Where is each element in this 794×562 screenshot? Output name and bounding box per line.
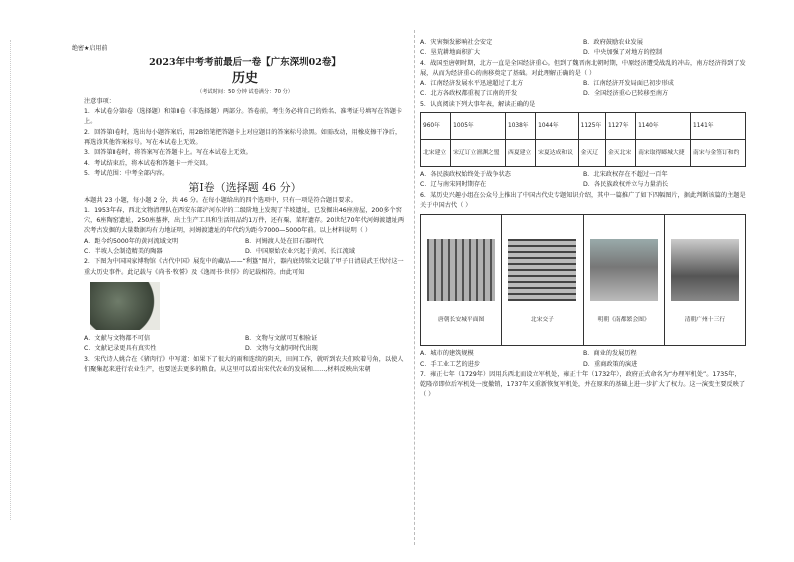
picture-cell [584, 215, 665, 345]
question-2-stem: 2．下图为中国国家博物馆《古代中国》展览中的藏品——“利簋”图片，器内底铸铭文记载了甲子日清晨武王伐纣这一重大历史事件。此记载与《尚书·牧誓》及《逸周书·世俘》的记载相符。由此可知 [84, 258, 404, 276]
option[interactable]: A．距今约5000年的黄河流域文明 [84, 237, 179, 245]
exam-title: 2023年中考考前最后一卷【广东深圳02卷】 [149, 57, 341, 68]
option[interactable]: D．重商政策的演进 [583, 360, 638, 368]
question-5-stem: 5．认真阅读下列大事年表，解读正确的是 [420, 100, 536, 108]
binding-margin [10, 40, 25, 520]
timeline-table [420, 112, 746, 167]
picture-caption: 唐朝长安城平面图 [437, 317, 485, 324]
option[interactable]: B．政府鼓励农业发展 [583, 39, 643, 46]
option[interactable]: C．文献记录更具有真实性 [84, 345, 157, 353]
option[interactable]: D．全国经济重心已转移至南方 [583, 90, 669, 98]
option[interactable]: A．城市的建筑规模 [420, 350, 474, 358]
option[interactable]: D．中央加强了对地方的控制 [583, 49, 663, 57]
picture-cell [421, 215, 502, 345]
timeline-event: 宋辽订立澶渊之盟 [451, 140, 506, 167]
timeline-year: 1140年 [636, 113, 691, 140]
question-3-options [420, 38, 746, 59]
note-item: 4．考试结束后，将本试卷和答题卡一并交回。 [84, 159, 212, 167]
picture-caption: 北宋交子 [530, 317, 554, 324]
li-gui-bronze-image [90, 282, 160, 330]
timeline-event: 南宋取得郾城大捷 [636, 140, 691, 167]
option[interactable]: D．中国原始农业兴起于黄河、长江流域 [245, 248, 355, 256]
option[interactable]: B．河姆渡人处在旧石器时代 [245, 237, 324, 245]
question-7-stem: 7．雍正七年（1729年）因用兵西北而设立军机处，雍正十年（1732年），政府正式命名为“办理军机处”。1735年，乾隆帝即位后军机处一度撤销，1737年又重新恢复军机处，并在原来的基础上进一步扩大了权力。这一演变主要反映了（ ） [420, 370, 746, 399]
option[interactable]: A．江南经济发展水平迅速超过了北方 [420, 80, 524, 88]
timeline-event: 金灭北宋 [605, 140, 635, 167]
right-column [420, 38, 746, 401]
question-1-options [84, 237, 406, 258]
confidential-label: 绝密★启用前 [72, 45, 108, 52]
timeline-year: 1141年 [691, 113, 746, 140]
option[interactable]: D．各民族政权并立与力量消长 [583, 181, 669, 189]
jiaozi-banknote-image [508, 239, 576, 301]
note-item: 3．回答第Ⅱ卷时，将答案写在答题卡上。写在本试卷上无效。 [84, 149, 252, 157]
picture-cell [502, 215, 583, 345]
option[interactable]: B．北宋政权存在不超过一百年 [583, 171, 668, 179]
question-6-pictures [420, 214, 746, 346]
question-4-options [420, 79, 746, 100]
timeline-year: 1005年 [451, 113, 506, 140]
timeline-years-row [421, 113, 746, 140]
question-3-stem: 3．宋代诗人姚合在《猪肉行》中写道：如果下了很大的雨和连续的阴天，田间工作，就听到农夫们吹着号角，以使人们聚集起来进行农业生产，也要送去更多的粮食。从这里可以看出宋代农业的发展和……,材料反映出宋朝 [84, 355, 404, 373]
option[interactable]: C．手工业工艺的进步 [420, 360, 481, 368]
question-1-stem: 1．1953年春，西北文物清理队在西安东部浐河东岸的二级阶地上发现了半坡遗址，已发掘出46座房屋，200多个窖穴，6座陶窑遗址，250座墓葬，出土生产工具和生活用品约1万件，还有粟、菜籽遗存。20世纪70年代河姆渡遗址两次考古发掘的大量数据均有力地证明，河姆渡遗址的年代约为距今7000—5000年前。以上材料说明（ ） [84, 206, 405, 235]
timeline-event: 南宋与金签订和约 [691, 140, 746, 167]
question-6-options [420, 349, 746, 370]
column-divider [414, 30, 415, 545]
timeline-event: 北宋建立 [421, 140, 451, 167]
notes-title: 注意事项： [84, 97, 115, 105]
section-intro: 本题共 23 小题，每小题 2 分，共 46 分。在每小题给出的四个选项中，只有一项是符合题目要求。 [84, 196, 357, 204]
subject-title: 历史 [231, 71, 258, 87]
picture-caption: 明朝《南都繁会图》 [597, 317, 650, 324]
exam-meta: （考试时间：50 分钟 试卷满分：70 分） [197, 88, 293, 95]
timeline-year: 1125年 [578, 113, 605, 140]
timeline-event: 宋夏达成和议 [536, 140, 579, 167]
option[interactable]: C．北方各政权都重视了江南的开发 [420, 90, 518, 98]
option[interactable]: B．商业的发展历程 [583, 350, 637, 358]
option[interactable]: B．文物与文献可互相验证 [245, 334, 318, 342]
note-item: 5．考试范围：中考全部内容。 [84, 169, 169, 177]
question-2-options [84, 334, 406, 355]
timeline-year: 1044年 [536, 113, 579, 140]
option[interactable]: D．文物与文献同时代出现 [245, 345, 318, 353]
option[interactable]: C．辽与南宋同时期存在 [420, 181, 487, 189]
option[interactable]: C．垦荒耕地面积扩大 [420, 49, 481, 57]
option[interactable]: C．半坡人会制造精美的陶器 [84, 248, 163, 256]
option[interactable]: A．文献与文物都不可信 [84, 334, 151, 342]
picture-cell [665, 215, 745, 345]
option[interactable]: A．灾害频发影响社会安定 [420, 39, 493, 46]
option[interactable]: A．各民族政权始终处于战争状态 [420, 171, 511, 179]
thirteen-hongs-image [671, 239, 739, 301]
note-item: 2．回答第Ⅰ卷时，选出每小题答案后，用2B铅笔把答题卡上对应题目的答案标号涂黑。如需改动，用橡皮擦干净后，再选涂其他答案标号。写在本试卷上无效。 [84, 128, 402, 147]
picture-caption: 清朝广州十三行 [684, 317, 726, 324]
timeline-event: 金灭辽 [578, 140, 605, 167]
question-4-stem: 4．战国至唐朝时期，北方一直是全国经济重心。但到了魏晋南北朝时期，中原经济遭受战乱的冲击，南方经济得到了发展，从而为经济重心的南移奠定了基础。对此理解正确的是（ ） [420, 59, 746, 77]
timeline-year: 1038年 [506, 113, 536, 140]
nandu-painting-image [590, 239, 658, 301]
question-6-stem: 6．某历史兴趣小组在公众号上推出了中国古代史专题知识介绍，其中一篇推广了如下四幅图片，据此判断该篇的主题是关于中国古代（ ） [420, 191, 746, 209]
timeline-year: 960年 [421, 113, 451, 140]
timeline-event: 西夏建立 [506, 140, 536, 167]
option[interactable]: B．江南经济开发局面已初步形成 [583, 80, 674, 88]
question-5-options [420, 170, 746, 191]
left-column [84, 38, 406, 375]
section-title: 第Ⅰ卷（选择题 46 分） [188, 181, 302, 195]
timeline-events-row [421, 140, 746, 167]
changan-city-plan-image [427, 239, 495, 301]
timeline-year: 1127年 [605, 113, 635, 140]
note-item: 1．本试卷分第Ⅰ卷（选择题）和第Ⅱ卷（非选择题）两部分。答卷前，考生务必将自己的姓名、准考证号填写在答题卡上。 [84, 108, 403, 126]
